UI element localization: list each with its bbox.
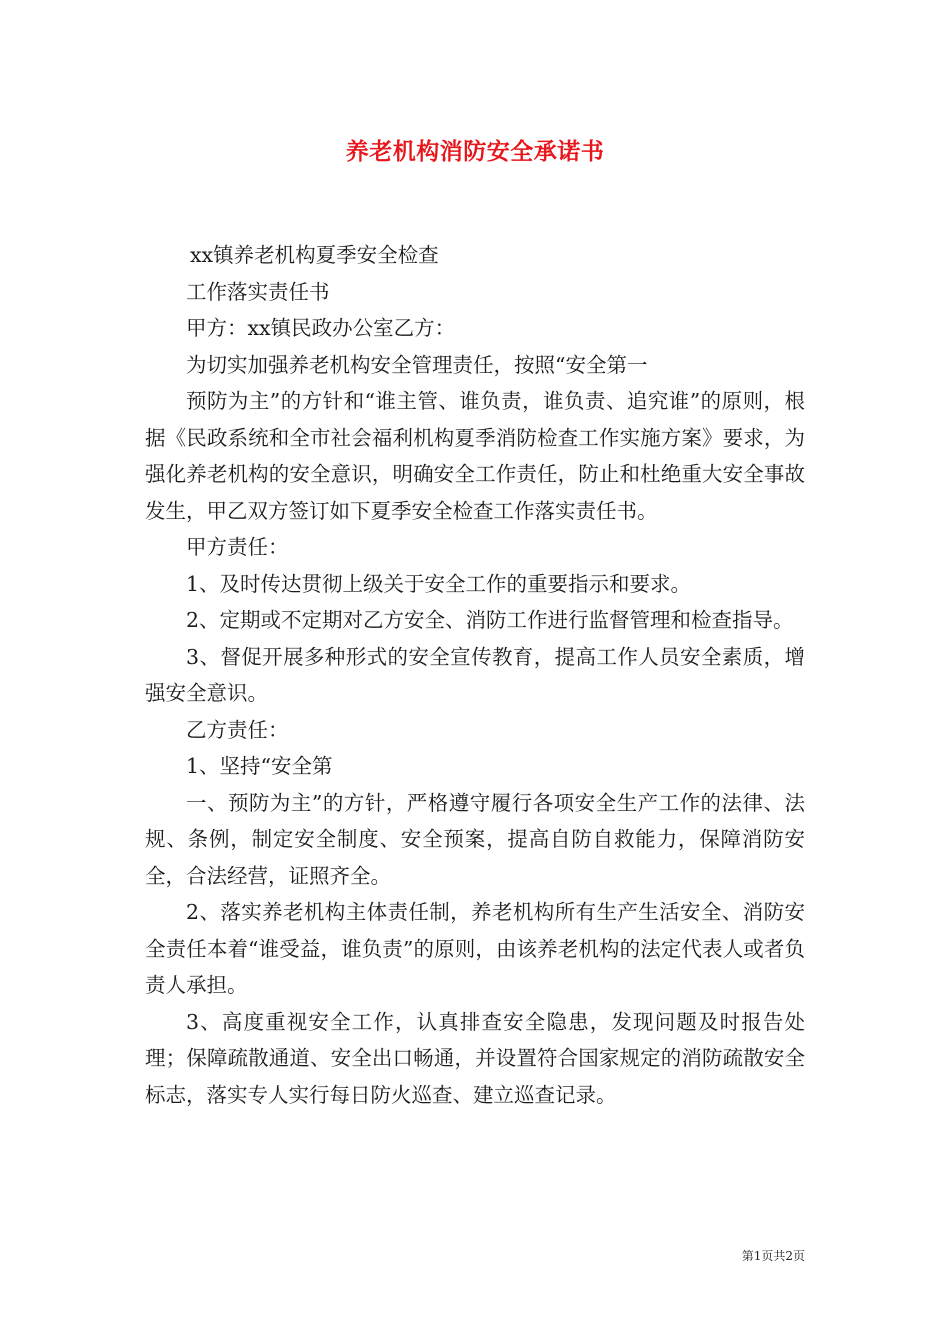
paragraph-party-a-item-2: 2、定期或不定期对乙方安全、消防工作进行监督管理和检查指导。 xyxy=(186,608,794,632)
document-title: 养老机构消防安全承诺书 xyxy=(345,138,605,165)
paragraph-party-a-heading: 甲方责任： xyxy=(186,535,289,559)
paragraph-party-b-item-1-cont: 一、预防为主”的方针，严格遵守履行各项安全生产工作的法律、法规、条例，制定安全制度、安全预案，提高自防自救能力，保障消防安全，合法经营，证照齐全。 xyxy=(145,790,805,888)
paragraph-parties: 甲方：xx镇民政办公室乙方： xyxy=(186,316,456,340)
paragraph-heading-2: 工作落实责任书 xyxy=(186,279,330,304)
paragraph-intro: 为切实加强养老机构安全管理责任，按照“安全第一 xyxy=(186,352,648,377)
paragraph-purpose: 预防为主”的方针和“谁主管、谁负责，谁负责、追究谁”的原则，根据《民政系统和全市社会福利机构夏季消防检查工作实施方案》要求，为强化养老机构的安全意识，明确安全工作责任，防止和杜绝重大安全事故发生，甲乙双方签订如下夏季安全检查工作落实责任书。 xyxy=(145,389,805,523)
page-number: 第1页共2页 xyxy=(741,1249,805,1263)
paragraph-heading-1: xx镇养老机构夏季安全检查 xyxy=(190,243,439,267)
paragraph-party-a-item-3: 3、督促开展多种形式的安全宣传教育，提高工作人员安全素质，增强安全意识。 xyxy=(145,644,805,705)
document-body xyxy=(145,237,805,1113)
paragraph-party-a-item-1: 1、及时传达贯彻上级关于安全工作的重要指示和要求。 xyxy=(186,571,692,596)
paragraph-party-b-item-1: 1、坚持“安全第 xyxy=(186,754,333,778)
paragraph-party-b-heading: 乙方责任： xyxy=(186,717,289,742)
paragraph-party-b-item-2: 2、落实养老机构主体责任制，养老机构所有生产生活安全、消防安全责任本着“谁受益，谁负责”的原则，由该养老机构的法定代表人或者负责人承担。 xyxy=(145,900,805,997)
paragraph-party-b-item-3: 3、高度重视安全工作，认真排查安全隐患，发现问题及时报告处理；保障疏散通道、安全出口畅通，并设置符合国家规定的消防疏散安全标志，落实专人实行每日防火巡查、建立巡查记录。 xyxy=(145,1009,805,1107)
